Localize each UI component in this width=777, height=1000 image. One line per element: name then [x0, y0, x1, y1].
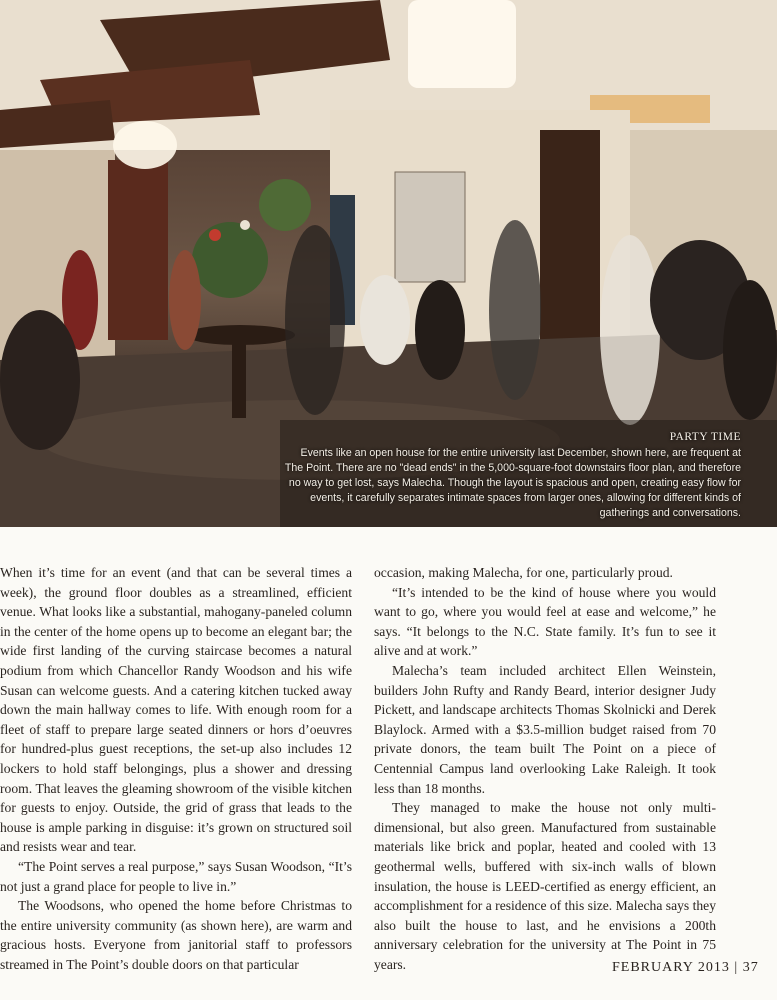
footer-separator: | — [734, 960, 739, 975]
article-paragraph: When it’s time for an event (and that can be several times a week), the ground floor doubles as a streamlined, efficient venue. What looks like a substantial, mahogany-paneled column in the center of the home opens up to become an elegant bar; the wide first landing of the curving staircase becomes a natural podium from which Chancellor Randy Woodson and his wife Susan can welcome guests. And a catering kitchen tucked away down the main hallway comes to life. With enough room for a fleet of staff to prepare large seated dinners or hors d’oeuvres for hundred-plus guest receptions, the set-up also includes 12 lockers to hold staff belongings, plus a shower and dressing room. That leaves the gleaming showroom of the visible kitchen for guests to enjoy. Outside, the grid of grass that leads to the house is ample parking in disguise: it’s grown on structured soil and resists wear and tear. — [0, 565, 352, 855]
caption-title: PARTY TIME — [669, 431, 741, 443]
article-column-left — [0, 563, 352, 974]
article-paragraph: The Woodsons, who opened the home before Christmas to the entire university community (as shown here), are warm and gracious hosts. Everyone from janitorial staff to professors streamed in The Point’s double doors on that particular — [0, 898, 352, 972]
caption-text: Events like an open house for the entire university last December, shown here, are frequent at The Point. There are no "dead ends" in the 5,000-square-foot downstairs floor plan, and therefore no way to get lost, says Malecha. Though the layout is spacious and open, creating easy flow for events, it carefully separates intimate spaces from larger ones, allowing for different kinds of gatherings and conversations. — [284, 447, 741, 519]
article-paragraph: occasion, making Malecha, for one, particularly proud. — [374, 565, 673, 580]
page-footer — [612, 960, 759, 976]
article-paragraph: “The Point serves a real purpose,” says Susan Woodson, “It’s not just a grand place for people to live in.” — [0, 858, 352, 894]
footer-date: FEBRUARY 2013 — [612, 960, 730, 975]
photo-caption — [281, 430, 741, 521]
page-number: 37 — [742, 960, 759, 975]
article-column-right — [374, 563, 716, 974]
article-paragraph: Malecha’s team included architect Ellen Weinstein, builders John Rufty and Randy Beard, interior designer Judy Pickett, and landscape architects Thomas Skolnicki and Derek Blaylock. Armed with a $3.5-million budget raised from 70 private donors, the team built The Point on a piece of Centennial Campus land overlooking Lake Raleigh. It took less than 18 months. — [374, 662, 716, 796]
article-paragraph: They managed to make the house not only multi-dimensional, but also green. Manufactured from sustainable materials like brick and poplar, heated and cooled with 13 geothermal wells, buffered with six-inch walls of blown insulation, the house is LEED-certified as energy efficient, an accomplishment for a residence of this size. Malecha says they also built the house to last, and he envisions a 200th anniversary celebration for the university at The Point in 75 years. — [374, 800, 716, 972]
article-paragraph: “It’s intended to be the kind of house where you would want to go, where you would feel at ease and welcome,” he says. “It belongs to the N.C. State family. It’s fun to see it alive and at work.” — [374, 584, 716, 659]
